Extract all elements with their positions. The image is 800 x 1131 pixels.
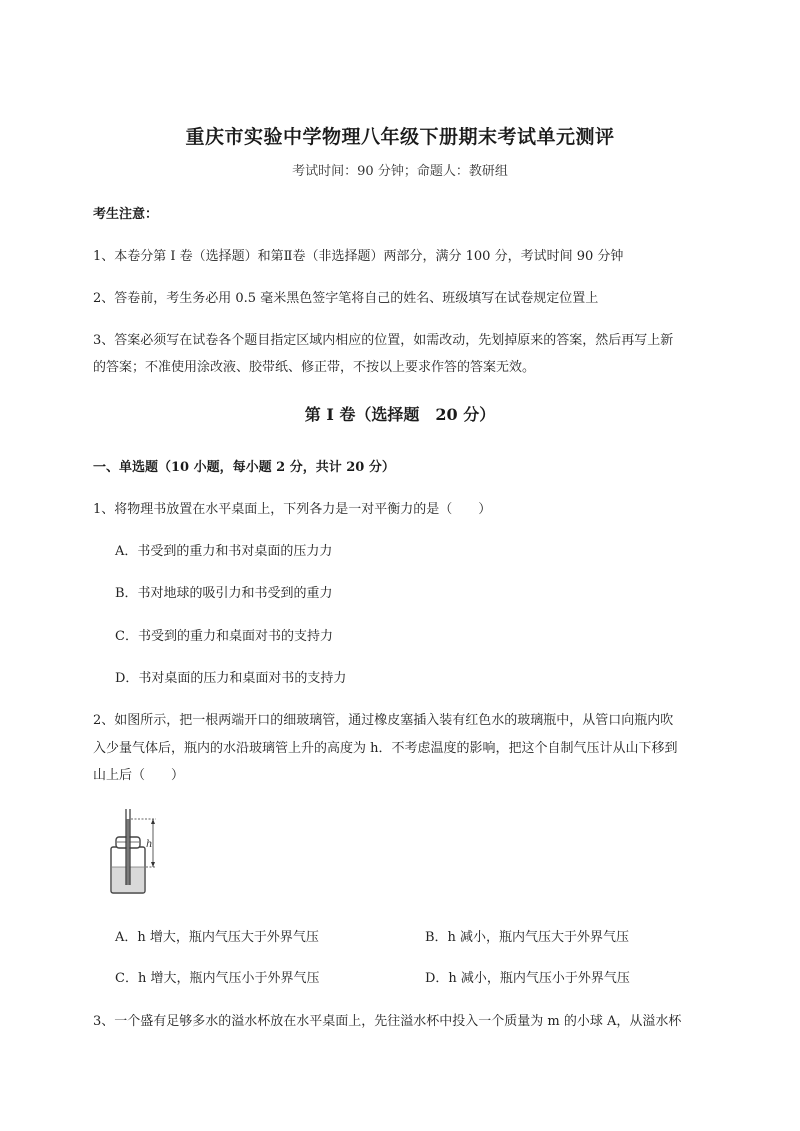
question-2-stem-line-2: 入少量气体后，瓶内的水沿玻璃管上升的高度为 h．不考虑温度的影响，把这个自制气压计从山下移到	[93, 741, 678, 756]
question-1-option-b[interactable]: B．书对地球的吸引力和书受到的重力	[115, 586, 333, 601]
water-column	[127, 819, 130, 885]
question-1-stem: 1、将物理书放置在水平桌面上，下列各力是一对平衡力的是（ ）	[93, 502, 492, 517]
height-label: h	[146, 839, 153, 850]
question-1-option-c[interactable]: C．书受到的重力和桌面对书的支持力	[115, 629, 333, 644]
barometer-figure	[108, 807, 164, 895]
notice-item-2: 2、答卷前，考生务必用 0.5 毫米黑色签字笔将自己的姓名、班级填写在试卷规定位置上	[93, 291, 599, 306]
notice-item-3-cont: 的答案；不准使用涂改液、胶带纸、修正带，不按以上要求作答的答案无效。	[93, 360, 536, 375]
question-2-stem-line-1: 2、如图所示，把一根两端开口的细玻璃管，通过橡皮塞插入装有红色水的玻璃瓶中，从管口向瓶内吹	[93, 713, 674, 728]
question-type-heading: 一、单选题（10 小题，每小题 2 分，共计 20 分）	[93, 460, 395, 475]
question-2-option-b[interactable]: B．h 减小，瓶内气压大于外界气压	[425, 930, 630, 945]
section-title: 第 I 卷（选择题 20 分）	[304, 405, 496, 424]
notice-item-3: 3、答案必须写在试卷各个题目指定区域内相应的位置，如需改动，先划掉原来的答案，然后再写上新	[93, 333, 674, 348]
question-1-option-d[interactable]: D．书对桌面的压力和桌面对书的支持力	[115, 671, 347, 686]
question-2-option-a[interactable]: A．h 增大，瓶内气压大于外界气压	[115, 930, 319, 945]
barometer-diagram	[108, 807, 164, 895]
question-3-stem: 3、一个盛有足够多水的溢水杯放在水平桌面上，先往溢水杯中投入一个质量为 m 的小球 A，从溢水杯	[93, 1014, 682, 1029]
question-2-option-d[interactable]: D．h 减小，瓶内气压小于外界气压	[425, 971, 630, 986]
exam-info: 考试时间：90 分钟；命题人：教研组	[292, 164, 508, 179]
question-1-option-a[interactable]: A．书受到的重力和书对桌面的压力力	[115, 544, 333, 559]
question-2-stem-line-3: 山上后（ ）	[93, 768, 185, 783]
question-2-option-c[interactable]: C．h 增大，瓶内气压小于外界气压	[115, 971, 320, 986]
notice-item-1: 1、本卷分第 I 卷（选择题）和第Ⅱ卷（非选择题）两部分，满分 100 分，考试时间 90 分钟	[93, 249, 624, 264]
notice-heading: 考生注意：	[93, 207, 159, 222]
page-title: 重庆市实验中学物理八年级下册期末考试单元测评	[185, 126, 615, 148]
